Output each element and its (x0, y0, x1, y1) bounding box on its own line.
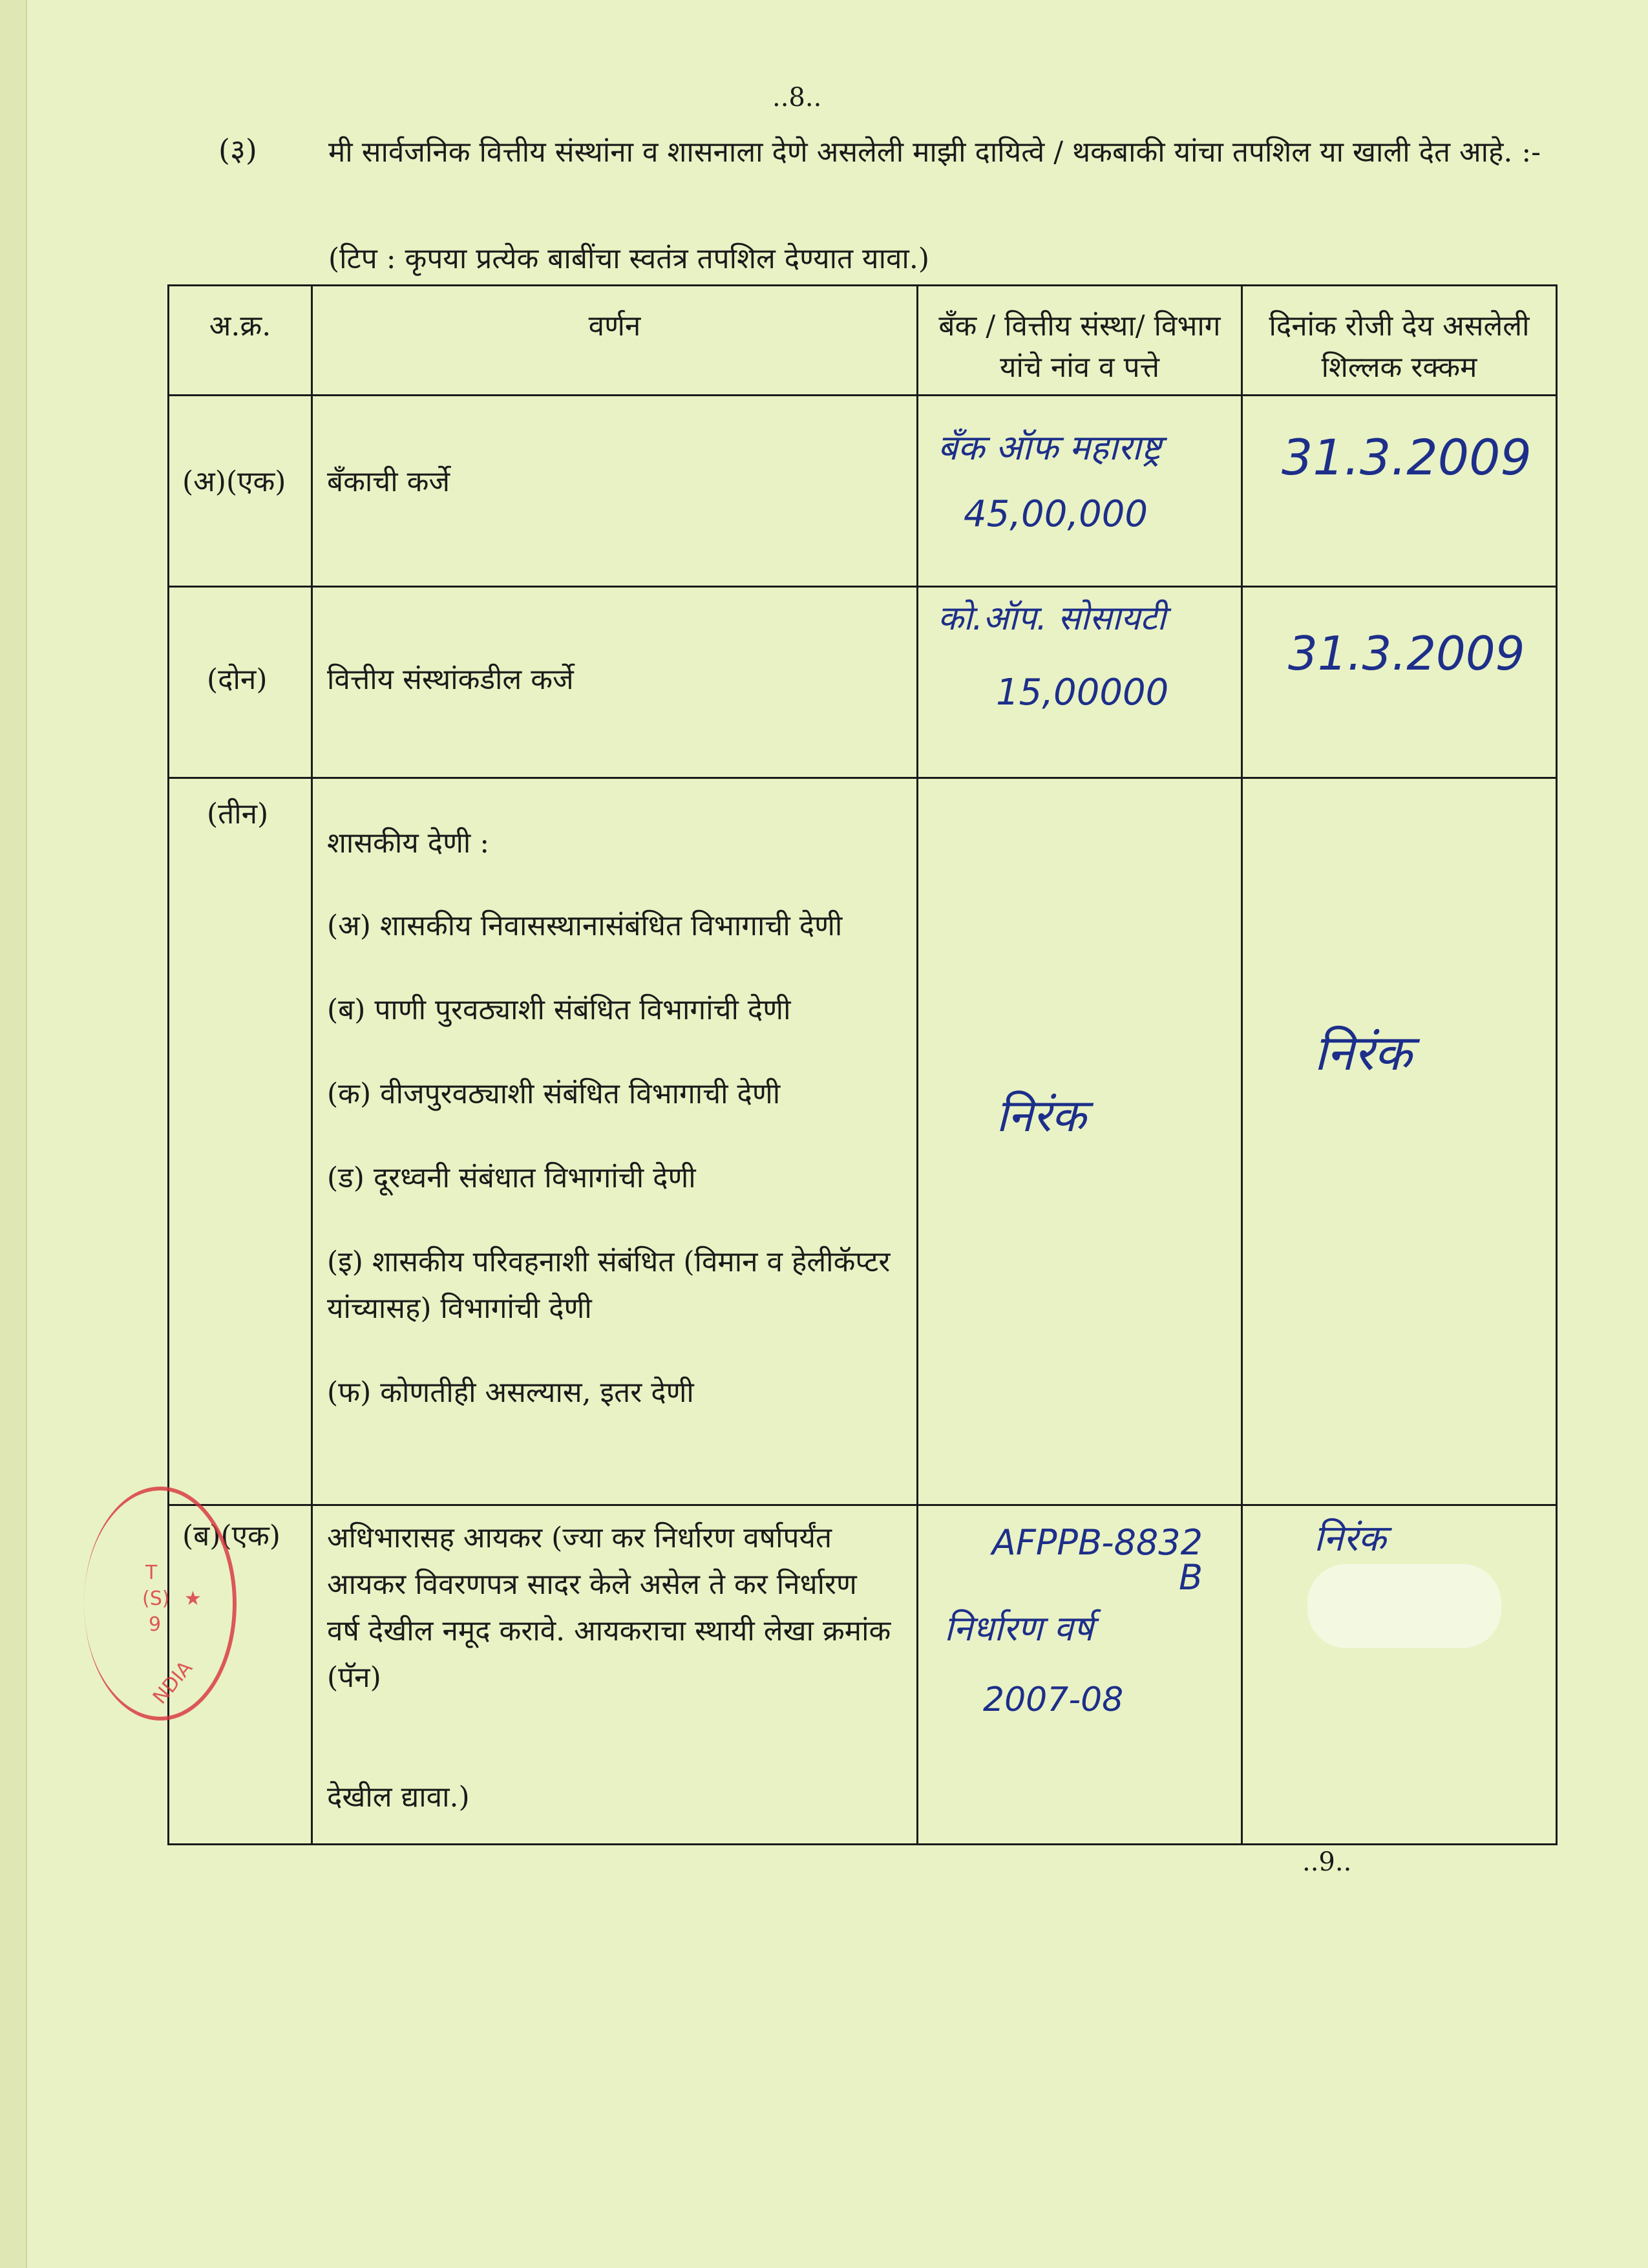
handwritten-nil: निरंक (1314, 1024, 1412, 1081)
header-institution: बँक / वित्तीय संस्था/ विभाग यांचे नांव व पत्ते (918, 286, 1242, 396)
govt-dues-item: (ड) दूरध्वनी संबंधात विभागांची देणी (327, 1161, 696, 1194)
handwritten-amount: 45,00,000 (964, 493, 1148, 535)
header-description: वर्णन (312, 286, 918, 396)
govt-dues-title: शासकीय देणी : (327, 827, 490, 860)
handwritten-bank-name: बँक ऑफ महाराष्ट्र (938, 427, 1162, 468)
handwritten-date: 31.3.2009 (1282, 429, 1532, 486)
binding-edge (0, 0, 27, 2268)
row-balance (1242, 778, 1557, 1505)
header-serial: अ.क्र. (169, 286, 312, 396)
row-balance (1242, 396, 1557, 587)
row-institution (918, 587, 1242, 778)
row-serial: (तीन) (169, 778, 312, 1505)
table-row (169, 1505, 1557, 1845)
row-serial: (ब)(एक) (169, 1505, 312, 1845)
handwritten-institution-name: को.ऑप. सोसायटी (938, 599, 1166, 638)
row-serial: (अ)(एक) (169, 396, 312, 587)
row-balance (1242, 587, 1557, 778)
govt-dues-item: (अ) शासकीय निवासस्थानासंबंधित विभागाची देणी (327, 909, 843, 942)
row-institution (918, 1505, 1242, 1845)
govt-dues-item: (क) वीजपुरवठ्याशी संबंधित विभागाची देणी (327, 1077, 781, 1110)
govt-dues-item: (फ) कोणतीही असल्यास, इतर देणी (327, 1376, 694, 1409)
row-description: वित्तीय संस्थांकडील कर्जे (312, 587, 918, 778)
govt-dues-item: (ब) पाणी पुरवठ्याशी संबंधित विभागांची देणी (327, 993, 791, 1026)
header-balance: दिनांक रोजी देय असलेली शिल्लक रक्कम (1242, 286, 1557, 396)
intro-text: मी सार्वजनिक वित्तीय संस्थांना व शासनाला देणे असलेली माझी दायित्वे / थकबाकी यांचा तपशिल या खाली देत आहे. :- (328, 136, 1541, 169)
table-row (169, 396, 1557, 587)
table-header-row (169, 286, 1557, 396)
handwritten-nil: निरंक (996, 1089, 1086, 1142)
liabilities-table (167, 284, 1558, 1845)
handwritten-pan: AFPPB-8832 B (991, 1522, 1203, 1598)
row-description: अधिभारासह आयकर (ज्या कर निर्धारण वर्षापर्यंत आयकर विवरणपत्र सादर केले असेल ते कर निर्धारण वर्ष देखील नमूद करावे. आयकराचा स्थायी लेखा क्रमांक (पॅन) देखील द्यावा.) (312, 1505, 918, 1845)
page-number-bottom: ..9.. (1302, 1847, 1352, 1877)
row-institution (918, 396, 1242, 587)
office-stamp: T (S) 9 NDIA ★ (84, 1487, 237, 1721)
table-row (169, 587, 1557, 778)
table-row (169, 778, 1557, 1505)
handwritten-assessment-year-label: निर्धारण वर्ष (944, 1608, 1093, 1649)
note-text: (टिप : कृपया प्रत्येक बाबींचा स्वतंत्र तपशिल देण्यात यावा.) (328, 242, 929, 275)
handwritten-nil-overwritten: निरंक (1314, 1518, 1386, 1560)
handwritten-date: 31.3.2009 (1288, 626, 1525, 681)
row-description (312, 778, 918, 1505)
handwritten-amount: 15,00000 (996, 672, 1169, 714)
row-institution (918, 778, 1242, 1505)
row-serial: (दोन) (169, 587, 312, 778)
row-balance (1242, 1505, 1557, 1845)
handwritten-assessment-year: 2007-08 (983, 1680, 1124, 1719)
govt-dues-item: (इ) शासकीय परिवहनाशी संबंधित (विमान व हेलीकॅप्टर यांच्यासह) विभागांची देणी (327, 1245, 891, 1325)
row-description: बँकाची कर्जे (312, 396, 918, 587)
whiteout-patch (1307, 1564, 1501, 1648)
page-number-top: ..8.. (772, 83, 822, 112)
section-number: (३) (218, 132, 257, 167)
